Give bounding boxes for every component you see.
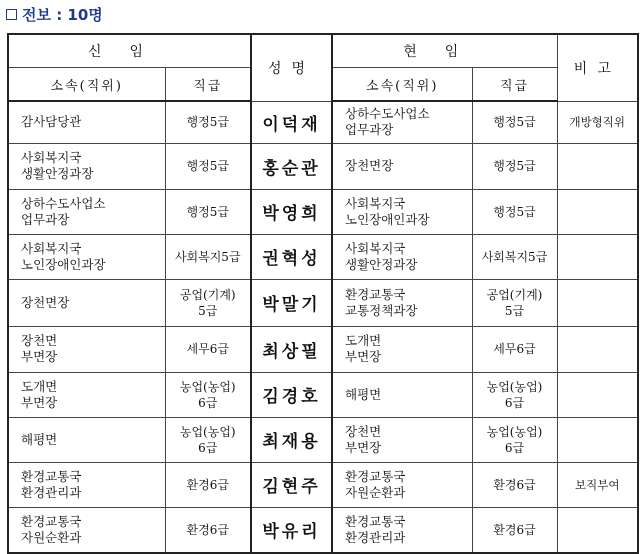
new-grade-cell-line: 5급 <box>198 303 218 318</box>
current-grade-cell-line: 환경6급 <box>493 522 536 537</box>
current-grade-cell-line: 세무6급 <box>493 342 536 356</box>
current-grade-cell-line: 농업(농업) <box>486 379 543 394</box>
current-dept-cell-line: 환경교통국 <box>345 513 406 529</box>
table-row <box>8 234 638 279</box>
new-grade-cell-line: 6급 <box>198 395 218 410</box>
new-dept-cell-line: 부면장 <box>21 394 58 410</box>
new-dept-cell <box>8 417 165 462</box>
current-dept-cell-line: 교통정책과장 <box>345 302 418 318</box>
current-dept-cell-line: 생활안정과장 <box>345 256 418 272</box>
current-grade-cell-line: 농업(농업) <box>486 424 543 439</box>
header-new-grade: 직급 <box>165 68 251 102</box>
new-grade-cell <box>165 417 251 462</box>
note-cell <box>557 417 638 462</box>
new-grade-cell-line: 환경6급 <box>186 477 229 492</box>
new-dept-cell <box>8 234 165 279</box>
current-grade-cell-line: 사회복지5급 <box>481 249 548 264</box>
current-grade-cell <box>472 234 557 279</box>
new-dept-cell-line: 사회복지국 <box>21 150 82 165</box>
new-dept-cell-line: 환경관리과 <box>21 484 82 500</box>
checkbox-square-icon <box>6 9 17 20</box>
name-cell: 김현주 <box>251 462 332 507</box>
name-cell: 권혁성 <box>251 234 332 279</box>
table-row <box>8 189 638 234</box>
note-cell <box>557 189 638 234</box>
current-dept-cell <box>332 279 472 326</box>
table-row <box>8 417 638 462</box>
new-dept-cell <box>8 372 165 417</box>
new-dept-cell <box>8 189 165 234</box>
current-dept-cell-line: 부면장 <box>345 439 382 455</box>
new-dept-cell-line: 업무과장 <box>21 211 70 227</box>
new-dept-cell-line: 도개면 <box>21 378 58 394</box>
current-grade-cell-line: 6급 <box>504 440 525 455</box>
new-grade-cell-line: 6급 <box>198 440 218 455</box>
current-dept-cell-line: 상하수도사업소 <box>345 106 430 122</box>
current-grade-cell-line: 행정5급 <box>493 159 536 173</box>
current-dept-cell <box>332 372 472 417</box>
current-dept-cell-line: 업무과장 <box>345 122 394 138</box>
current-dept-cell-line: 노인장애인과장 <box>345 211 430 227</box>
new-grade-cell <box>165 326 251 372</box>
note-cell: 보직부여 <box>557 462 638 507</box>
current-grade-cell <box>472 279 557 326</box>
current-grade-cell-line: 환경6급 <box>493 477 536 492</box>
current-grade-cell <box>472 143 557 189</box>
table-row <box>8 101 638 143</box>
current-dept-cell-line: 장천면장 <box>345 158 394 173</box>
transfer-table <box>7 33 639 554</box>
header-new-dept: 소속(직위) <box>8 68 165 102</box>
new-grade-cell <box>165 462 251 507</box>
new-dept-cell-line: 환경교통국 <box>21 513 82 529</box>
current-dept-cell <box>332 101 472 143</box>
new-dept-cell <box>8 101 165 143</box>
current-grade-cell <box>472 326 557 372</box>
new-grade-cell <box>165 189 251 234</box>
current-dept-cell <box>332 234 472 279</box>
page-title-text: 전보 : 10명 <box>22 5 103 24</box>
name-cell: 박말기 <box>251 279 332 326</box>
header-new: 신임 <box>8 34 251 68</box>
current-dept-cell-line: 도개면 <box>345 333 382 348</box>
new-grade-cell-line: 행정5급 <box>186 115 229 130</box>
new-grade-cell <box>165 279 251 326</box>
new-dept-cell <box>8 143 165 189</box>
current-dept-cell <box>332 143 472 189</box>
new-grade-cell <box>165 507 251 553</box>
current-dept-cell-line: 환경관리과 <box>345 529 406 545</box>
new-grade-cell-line: 행정5급 <box>186 159 229 173</box>
new-grade-cell-line: 사회복지5급 <box>174 249 241 264</box>
current-grade-cell-line: 6급 <box>504 395 525 410</box>
header-note: 비고 <box>557 34 638 101</box>
current-dept-cell-line: 사회복지국 <box>345 240 406 256</box>
new-grade-cell <box>165 143 251 189</box>
current-dept-cell-line: 장천면 <box>345 423 382 439</box>
new-dept-cell <box>8 326 165 372</box>
new-dept-cell <box>8 462 165 507</box>
note-cell <box>557 234 638 279</box>
note-cell <box>557 279 638 326</box>
table-row <box>8 326 638 372</box>
new-grade-cell-line: 세무6급 <box>186 342 229 356</box>
name-cell: 박영희 <box>251 189 332 234</box>
name-cell: 이덕재 <box>251 101 332 143</box>
current-grade-cell <box>472 417 557 462</box>
name-cell: 최재용 <box>251 417 332 462</box>
current-dept-cell <box>332 326 472 372</box>
new-dept-cell-line: 생활안정과장 <box>21 166 94 181</box>
current-dept-cell-line: 환경교통국 <box>345 468 406 484</box>
current-grade-cell-line: 행정5급 <box>493 115 536 130</box>
current-grade-cell <box>472 462 557 507</box>
table-row <box>8 462 638 507</box>
header-current-dept: 소속(직위) <box>332 68 472 102</box>
new-grade-cell-line: 농업(농업) <box>179 424 236 439</box>
new-dept-cell-line: 상하수도사업소 <box>21 195 106 211</box>
name-cell: 김경호 <box>251 372 332 417</box>
note-cell <box>557 326 638 372</box>
current-grade-cell-line: 행정5급 <box>493 204 536 219</box>
new-dept-cell-line: 감사담당관 <box>21 114 82 130</box>
note-cell: 개방형직위 <box>557 101 638 143</box>
new-dept-cell-line: 사회복지국 <box>21 240 82 256</box>
name-cell: 최상필 <box>251 326 332 372</box>
new-dept-cell-line: 장천면 <box>21 333 58 348</box>
current-dept-cell-line: 부면장 <box>345 349 382 364</box>
note-cell <box>557 143 638 189</box>
current-grade-cell <box>472 101 557 143</box>
header-current: 현임 <box>332 34 557 68</box>
current-dept-cell <box>332 507 472 553</box>
note-cell <box>557 372 638 417</box>
new-dept-cell-line: 환경교통국 <box>21 468 82 484</box>
name-cell: 홍순관 <box>251 143 332 189</box>
current-grade-cell <box>472 372 557 417</box>
new-grade-cell-line: 행정5급 <box>186 204 229 219</box>
header-current-grade: 직급 <box>472 68 557 102</box>
new-grade-cell <box>165 234 251 279</box>
new-dept-cell <box>8 279 165 326</box>
current-dept-cell-line: 해평면 <box>345 386 382 402</box>
new-grade-cell <box>165 101 251 143</box>
table-row <box>8 279 638 326</box>
new-dept-cell-line: 자원순환과 <box>21 529 82 545</box>
table-row <box>8 143 638 189</box>
header-name: 성명 <box>251 34 332 101</box>
current-dept-cell <box>332 417 472 462</box>
current-grade-cell-line: 5급 <box>504 303 525 318</box>
current-grade-cell <box>472 189 557 234</box>
new-dept-cell <box>8 507 165 553</box>
current-grade-cell-line: 공업(기계) <box>486 287 543 302</box>
page-title <box>6 3 103 25</box>
current-dept-cell-line: 사회복지국 <box>345 195 406 211</box>
current-dept-cell-line: 자원순환과 <box>345 484 406 500</box>
new-grade-cell-line: 환경6급 <box>186 522 229 537</box>
name-cell: 박유리 <box>251 507 332 553</box>
new-grade-cell-line: 공업(기계) <box>179 287 236 302</box>
new-grade-cell-line: 농업(농업) <box>179 379 236 394</box>
current-dept-cell-line: 환경교통국 <box>345 286 406 302</box>
note-cell <box>557 507 638 553</box>
new-dept-cell-line: 해평면 <box>21 431 58 447</box>
new-dept-cell-line: 노인장애인과장 <box>21 256 106 272</box>
new-dept-cell-line: 장천면장 <box>21 294 70 310</box>
current-dept-cell <box>332 189 472 234</box>
current-dept-cell <box>332 462 472 507</box>
current-grade-cell <box>472 507 557 553</box>
new-dept-cell-line: 부면장 <box>21 349 58 364</box>
table-row <box>8 372 638 417</box>
table-row <box>8 507 638 553</box>
new-grade-cell <box>165 372 251 417</box>
